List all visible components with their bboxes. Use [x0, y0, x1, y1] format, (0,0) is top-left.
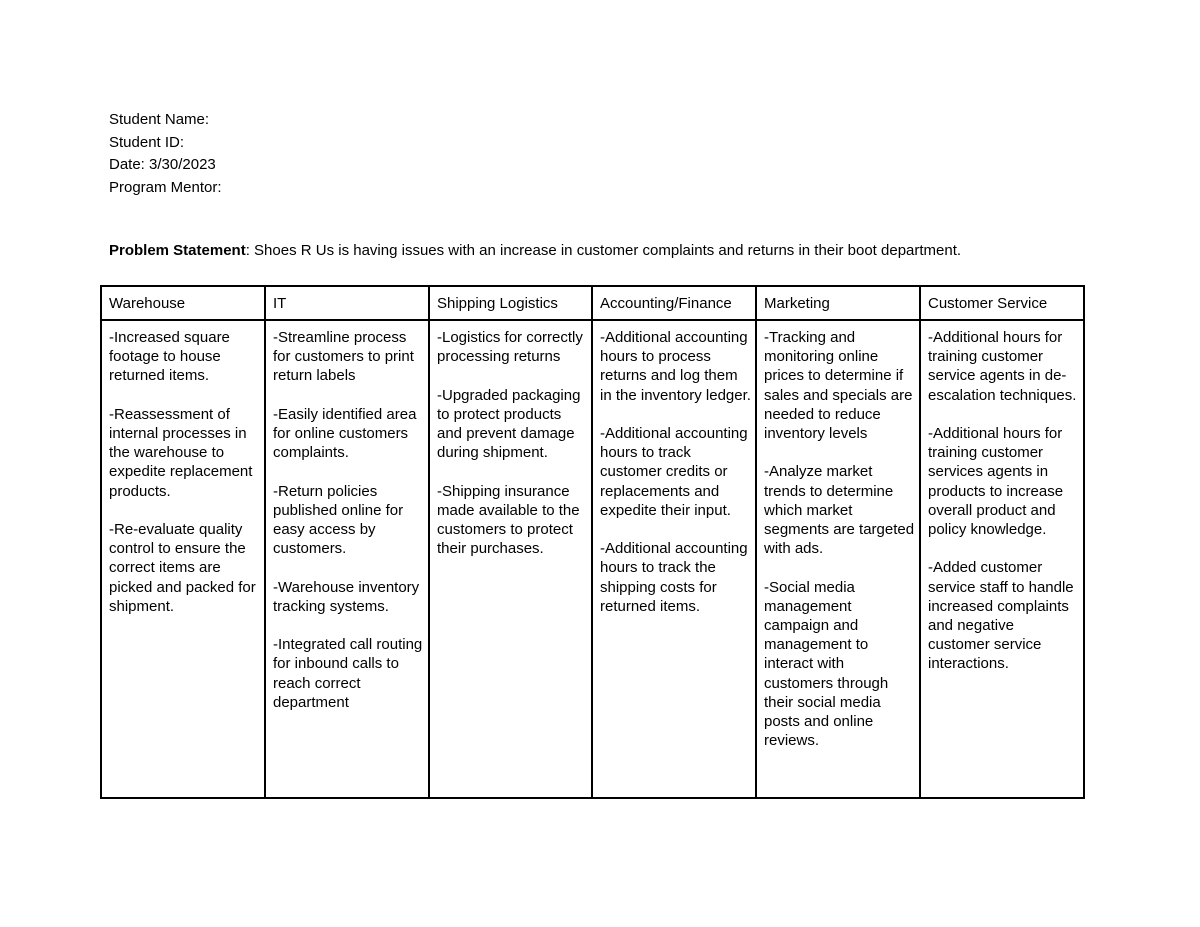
it-item: -Easily identified area for online customers complaints. — [273, 405, 417, 462]
customer-service-item: -Additional hours for training customer service agents in de-escalation techniques. — [928, 329, 1077, 404]
accounting-finance-cell — [592, 320, 756, 798]
student-id-label: Student ID: — [109, 133, 185, 151]
column-header-it: IT — [265, 286, 429, 320]
customer-service-item: -Added customer service staff to handle increased complaints and negative customer service interactions. — [928, 559, 1074, 673]
shipping-logistics-item: -Logistics for correctly processing returns — [437, 329, 583, 366]
warehouse-item: -Re-evaluate quality control to ensure the correct items are picked and packed for shipment. — [109, 521, 256, 615]
customer-service-cell — [920, 320, 1084, 798]
student-info-block — [109, 109, 222, 199]
accounting-finance-item: -Additional accounting hours to process returns and log them in the inventory ledger. — [600, 329, 751, 404]
column-header-shipping-logistics: Shipping Logistics — [429, 286, 592, 320]
date-label: Date: 3/30/2023 — [109, 156, 216, 173]
it-cell — [265, 320, 429, 798]
warehouse-cell — [101, 320, 265, 798]
warehouse-item: -Reassessment of internal processes in the warehouse to expedite replacement products. — [109, 405, 253, 500]
problem-statement — [109, 241, 961, 261]
student-name-label: Student Name: — [109, 111, 210, 128]
shipping-logistics-cell — [429, 320, 592, 798]
marketing-item: -Tracking and monitoring online prices to determine if sales and specials are needed to reduce inventory levels — [764, 329, 913, 443]
it-item: -Warehouse inventory tracking systems. — [273, 578, 420, 615]
customer-service-item: -Additional hours for training customer services agents in products to increase overall product and policy knowledge. — [928, 425, 1064, 539]
column-header-customer-service: Customer Service — [920, 286, 1084, 320]
marketing-item: -Analyze market trends to determine which market segments are targeted with ads. — [764, 463, 915, 558]
table-row — [101, 320, 1084, 798]
accounting-finance-item: -Additional accounting hours to track the shipping costs for returned items. — [600, 540, 748, 615]
it-item: -Return policies published online for easy access by customers. — [273, 482, 404, 558]
marketing-cell — [756, 320, 920, 798]
it-item: -Integrated call routing for inbound calls to reach correct department — [273, 636, 423, 711]
marketing-item: -Social media management campaign and management to interact with customers through their social media posts and online reviews. — [764, 578, 889, 750]
program-mentor-label: Program Mentor: — [109, 178, 222, 196]
shipping-logistics-item: -Upgraded packaging to protect products and prevent damage during shipment. — [437, 386, 581, 462]
column-header-marketing: Marketing — [756, 286, 920, 320]
accounting-finance-item: -Additional accounting hours to track customer credits or replacements and expedite their input. — [600, 425, 748, 519]
shipping-logistics-item: -Shipping insurance made available to the customers to protect their purchases. — [437, 482, 580, 558]
column-header-warehouse: Warehouse — [101, 286, 265, 320]
problem-statement-text: : Shoes R Us is having issues with an increase in customer complaints and returns in their boot department. — [245, 242, 962, 259]
it-item: -Streamline process for customers to print return labels — [273, 329, 414, 385]
column-header-accounting-finance: Accounting/Finance — [592, 286, 756, 320]
problem-statement-label: Problem Statement — [109, 242, 246, 259]
department-table — [100, 285, 1085, 799]
table-header-row — [101, 286, 1084, 320]
warehouse-item: -Increased square footage to house returned items. — [109, 329, 230, 385]
